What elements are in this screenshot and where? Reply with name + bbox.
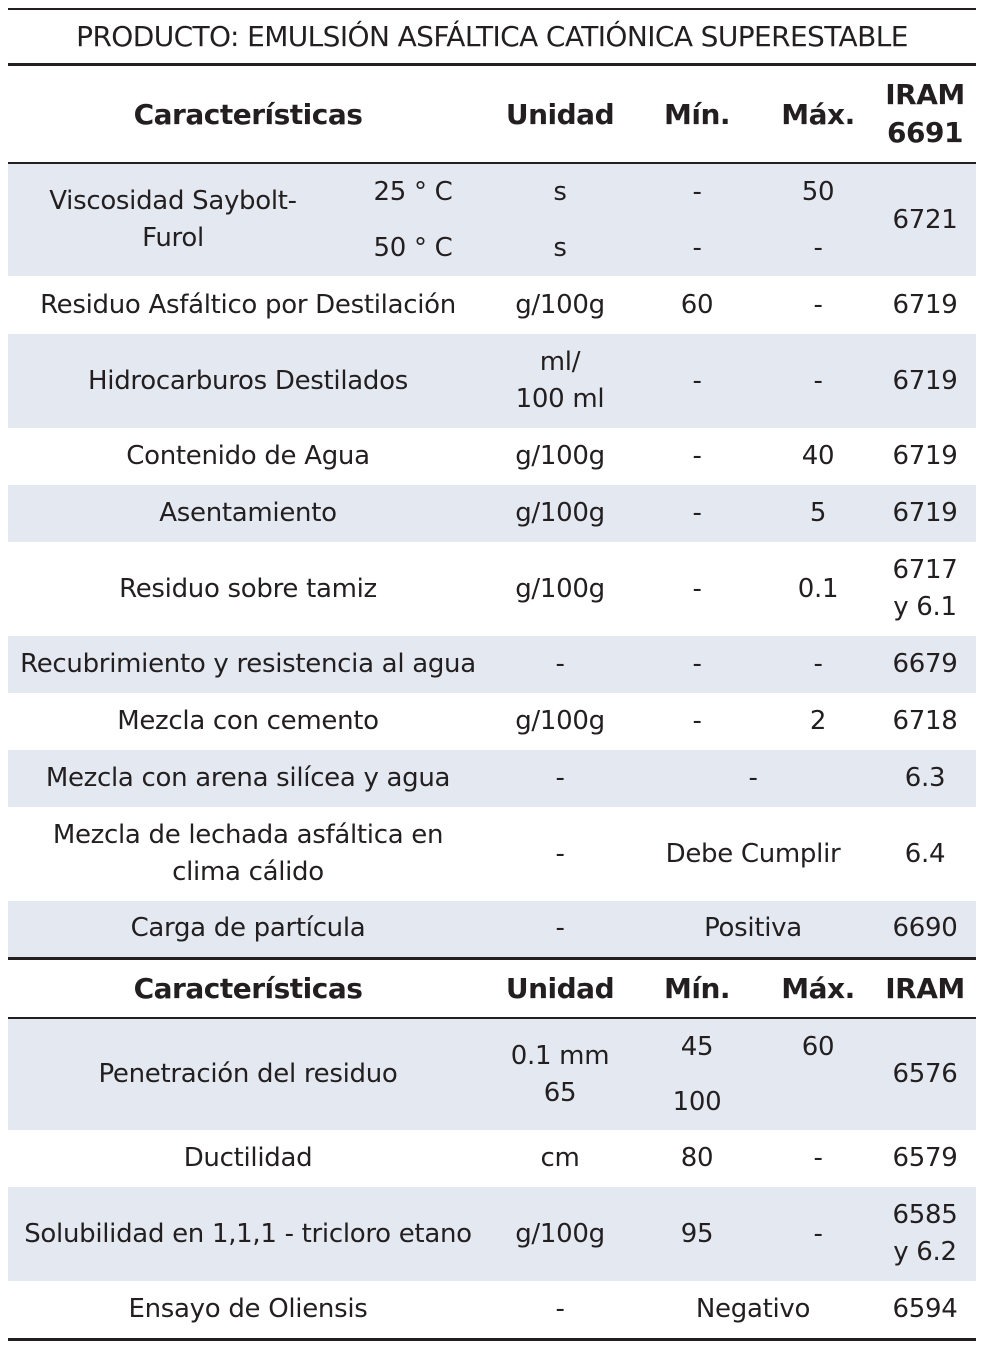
row-iram: 6721 [874,163,976,276]
row-iram: 6719 [874,334,976,428]
table-row [8,1130,976,1187]
row-min: 45 [632,1018,762,1075]
row-unit: g/100g [515,706,605,736]
row-max: 60 [762,1018,874,1075]
row-iram: 6.3 [874,750,976,807]
header-row-1 [8,66,976,163]
row-name: Ensayo de Oliensis [8,1281,488,1339]
row-min: 80 [680,1143,714,1173]
row-min: - [692,573,702,604]
table-row [8,901,976,958]
row-iram: 6719 [892,289,958,320]
table-row [8,693,976,750]
table-row [8,334,976,428]
header-caracteristicas: Características [8,958,488,1018]
row-max: 50 [762,163,874,220]
row-iram: 6576 [874,1018,976,1130]
row-name: Recubrimiento y resistencia al agua [8,636,488,693]
product-title: PRODUCTO: EMULSIÓN ASFÁLTICA CATIÓNICA SUPERESTABLE [8,8,976,66]
table-row [8,807,976,901]
row-min: 95 [632,1187,762,1281]
row-min: - [692,441,702,471]
row-max: - [762,220,874,276]
row-iram: 6585 y 6.2 [874,1187,976,1281]
header-unidad: Unidad [488,66,632,163]
header-iram: IRAM 6691 [874,66,976,163]
row-minmax: Debe Cumplir [665,838,841,869]
row-unit: - [488,901,632,958]
row-max [762,1075,874,1130]
row-iram: 6594 [874,1281,976,1339]
row-min: - [632,220,762,276]
row-iram: 6690 [874,901,976,958]
row-iram: 6719 [874,485,976,542]
row-temp-25: 25 ° C [338,163,488,220]
row-max: - [813,289,823,320]
row-name-viscosidad: Viscosidad Saybolt- Furol [8,163,338,276]
row-unit: ml/ 100 ml [488,334,632,428]
header-min: Mín. [632,66,762,163]
header-unidad: Unidad [488,958,632,1018]
table-row [8,636,976,693]
row-name: Residuo Asfáltico por Destilación [40,289,456,320]
row-unit: cm [540,1143,580,1173]
row-min: - [632,636,762,693]
row-min: - [632,163,762,220]
row-unit: - [555,838,565,869]
row-unit: g/100g [515,289,605,320]
header-max: Máx. [762,958,874,1018]
row-temp-50: 50 ° C [338,220,488,276]
row-unit: - [488,750,632,807]
row-max: 40 [801,441,835,471]
header-row-2 [8,958,976,1018]
table-row [8,1187,976,1281]
row-name: Asentamiento [8,485,488,542]
row-name: Ductilidad [183,1143,313,1173]
header-iram: IRAM [874,958,976,1018]
row-name: Contenido de Agua [126,441,370,471]
row-min: 60 [680,289,714,320]
row-max: 0.1 [797,573,839,604]
row-max: - [762,636,874,693]
table-row [8,542,976,636]
row-unit: s [488,163,632,220]
table-row [8,1018,976,1075]
row-iram: 6717 y 6.1 [892,555,958,622]
table-row [8,276,976,334]
row-unit: 0.1 mm 65 [488,1018,632,1130]
row-minmax: - [632,750,874,807]
row-iram: 6679 [874,636,976,693]
row-iram: 6.4 [904,838,946,869]
row-unit: g/100g [515,441,605,471]
row-min: 100 [632,1075,762,1130]
row-max: - [762,334,874,428]
row-unit: - [488,1281,632,1339]
row-iram: 6719 [892,441,958,471]
row-max: 2 [809,706,827,736]
row-max: - [813,1143,823,1173]
row-iram: 6579 [892,1143,958,1173]
row-name: Mezcla de lechada asfáltica en clima cálido [52,820,444,887]
row-min: - [632,485,762,542]
row-min: - [632,334,762,428]
row-unit: - [488,636,632,693]
row-name: Carga de partícula [8,901,488,958]
row-name: Residuo sobre tamiz [119,573,377,604]
row-max: - [762,1187,874,1281]
spec-sheet [8,8,976,1341]
header-caracteristicas: Características [8,66,488,163]
row-unit: s [488,220,632,276]
row-name: Mezcla con cemento [117,706,379,736]
row-name: Hidrocarburos Destilados [8,334,488,428]
row-minmax: Positiva [632,901,874,958]
row-minmax: Negativo [632,1281,874,1339]
row-unit: g/100g [488,485,632,542]
table-row [8,163,976,220]
row-max: 5 [762,485,874,542]
row-iram: 6718 [892,706,958,736]
table-row [8,750,976,807]
header-min: Mín. [632,958,762,1018]
row-unit: g/100g [515,573,605,604]
table-row [8,1281,976,1339]
row-name: Solubilidad en 1,1,1 - tricloro etano [8,1187,488,1281]
header-max: Máx. [762,66,874,163]
row-unit: g/100g [488,1187,632,1281]
table-row [8,485,976,542]
row-name: Penetración del residuo [8,1018,488,1130]
row-min: - [692,706,702,736]
table-row [8,428,976,485]
spec-table [8,66,976,1341]
row-name: Mezcla con arena silícea y agua [8,750,488,807]
